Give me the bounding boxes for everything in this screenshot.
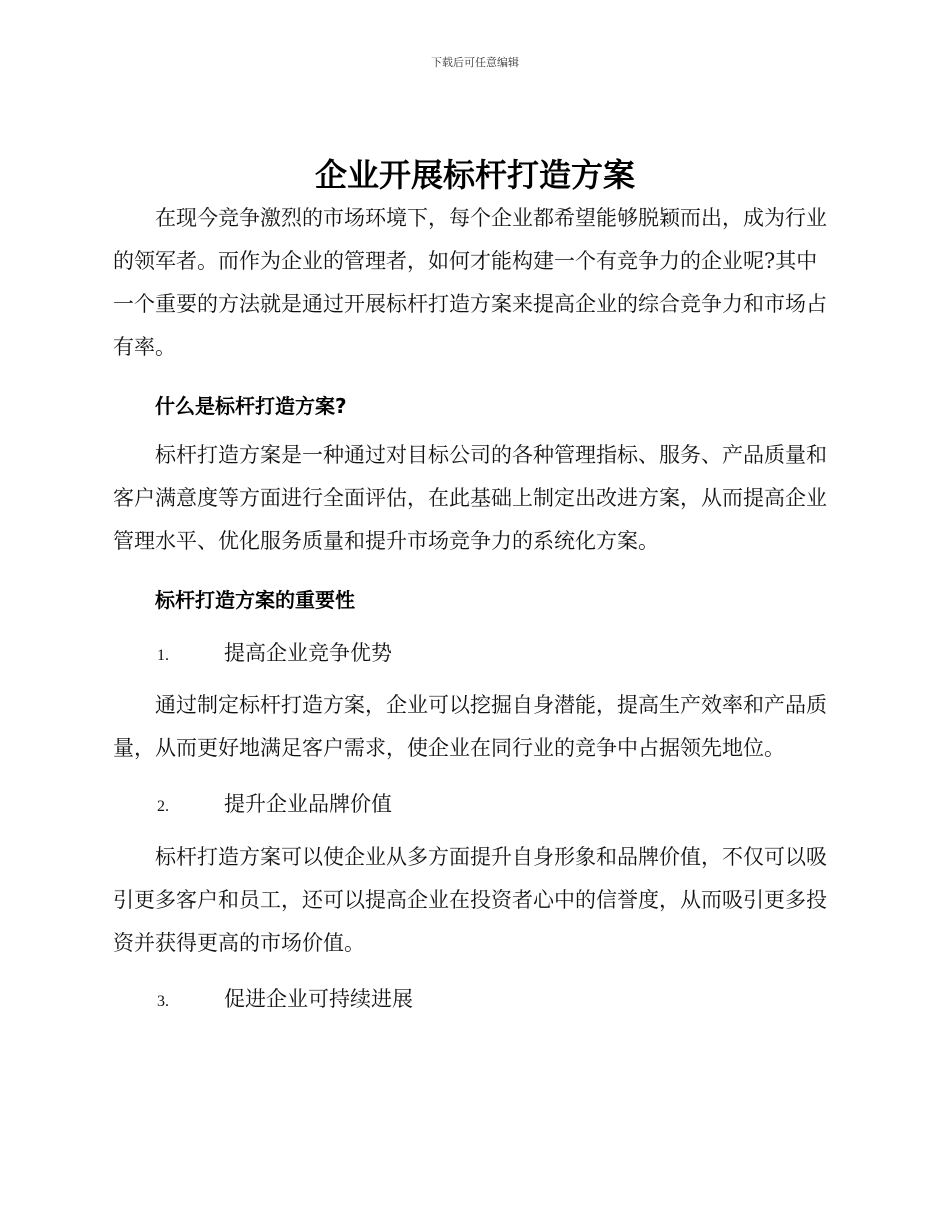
header-note: 下载后可任意编辑	[431, 56, 519, 69]
item-1-paragraph: 通过制定标杆打造方案，企业可以挖掘自身潜能，提高生产效率和产品质量，从而更好地满足客户需求，使企业在同行业的竞争中占据领先地位。	[113, 693, 827, 760]
list-item-label: 促进企业可持续进展	[224, 987, 413, 1011]
list-item-1	[157, 637, 392, 667]
list-number: 1.	[157, 647, 169, 664]
list-number: 3.	[157, 993, 169, 1010]
item-2-paragraph: 标杆打造方案可以使企业从多方面提升自身形象和品牌价值，不仅可以吸引更多客户和员工，还可以提高企业在投资者心中的信誉度，从而吸引更多投资并获得更高的市场价值。	[113, 845, 827, 955]
document-title: 企业开展标杆打造方案	[314, 156, 635, 194]
list-item-3	[157, 983, 413, 1013]
list-item-label: 提高企业竞争优势	[224, 641, 392, 665]
intro-paragraph: 在现今竞争激烈的市场环境下，每个企业都希望能够脱颖而出，成为行业的领军者。而作为企业的管理者，如何才能构建一个有竞争力的企业呢?其中一个重要的方法就是通过开展标杆打造方案来提高企业的综合竞争力和市场占有率。	[113, 206, 827, 359]
list-item-label: 提升企业品牌价值	[224, 792, 392, 816]
section-heading-what-is: 什么是标杆打造方案?	[155, 394, 347, 418]
section-heading-importance: 标杆打造方案的重要性	[155, 588, 355, 612]
list-number: 2.	[157, 798, 169, 815]
definition-paragraph: 标杆打造方案是一种通过对目标公司的各种管理指标、服务、产品质量和客户满意度等方面进行全面评估，在此基础上制定出改进方案，从而提高企业管理水平、优化服务质量和提升市场竞争力的系统化方案。	[113, 443, 827, 553]
list-item-2	[157, 788, 392, 818]
